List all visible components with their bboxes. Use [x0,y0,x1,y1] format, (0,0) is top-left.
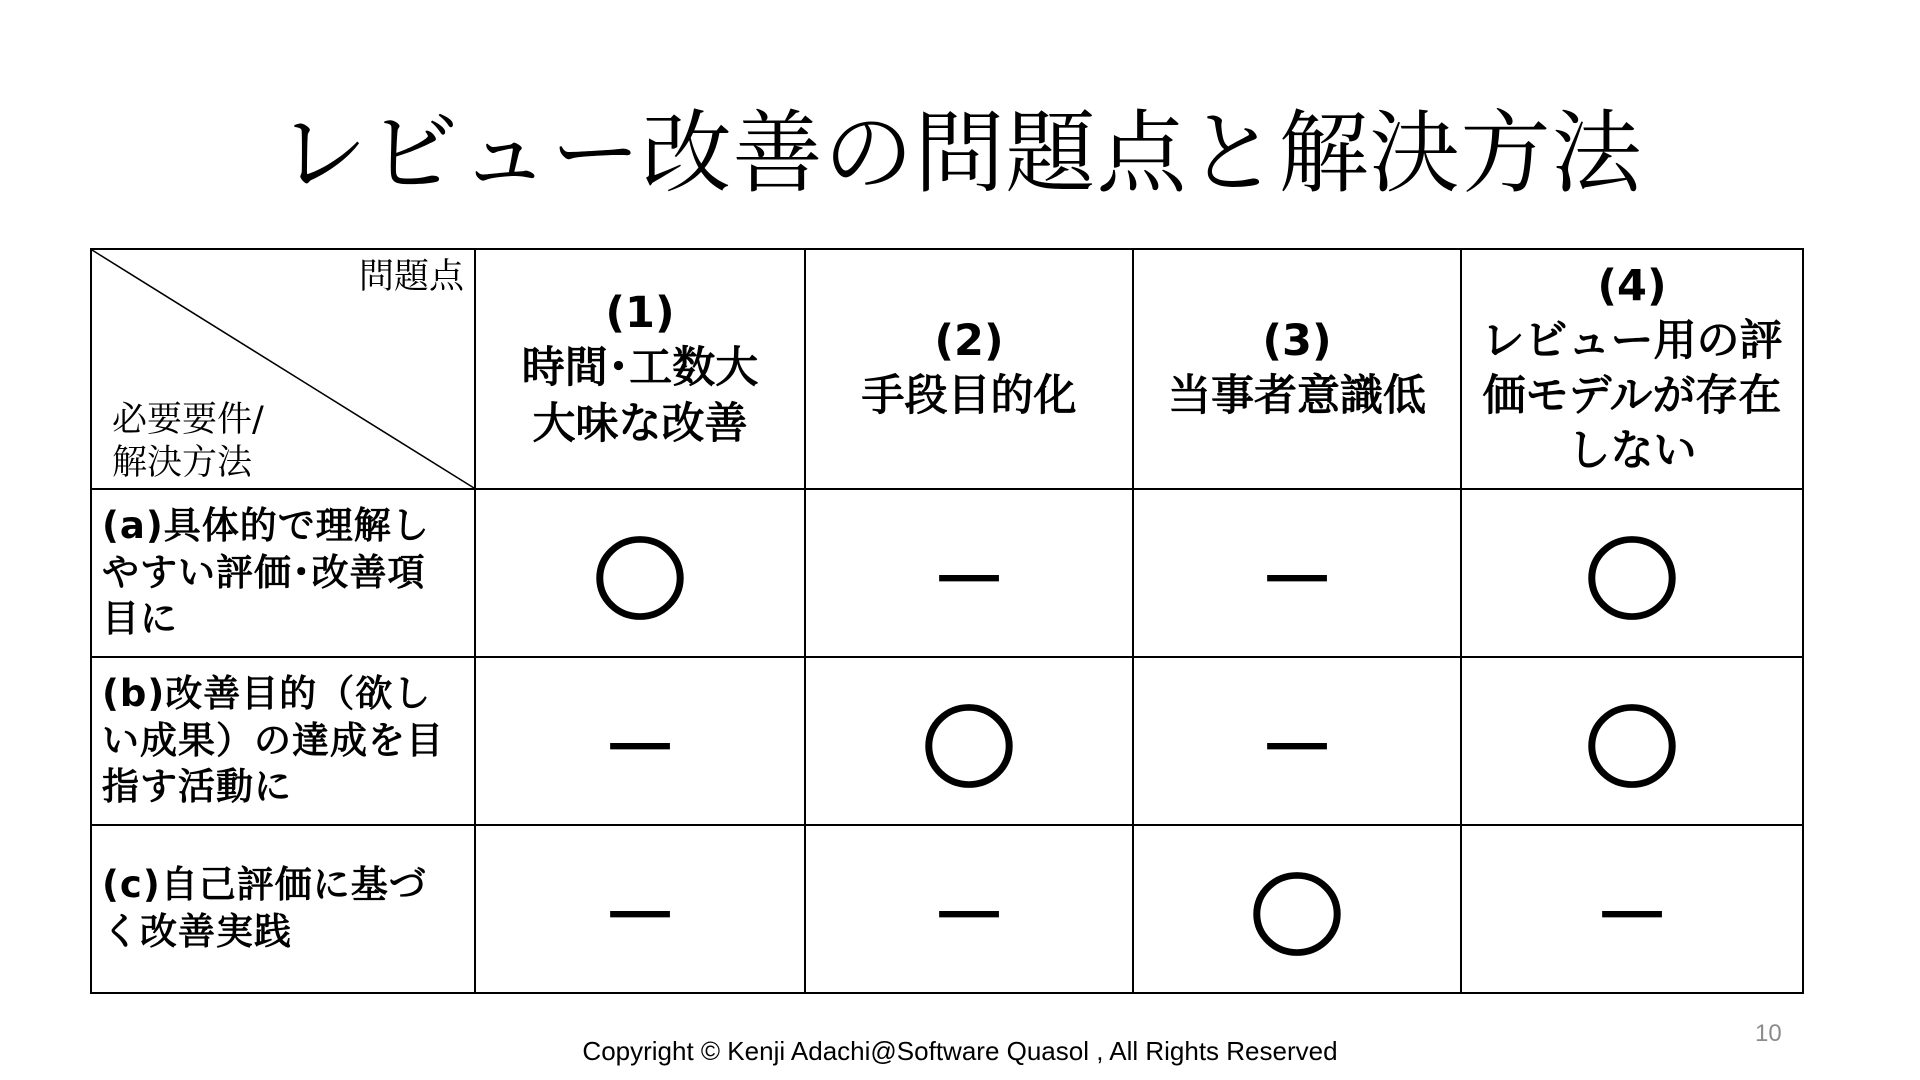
cell-b-3 [1133,657,1461,825]
column-header-3: (3) 当事者意識低 [1133,249,1461,489]
cell-a-2 [805,489,1133,657]
cell-a-3 [1133,489,1461,657]
table-row [91,489,1803,657]
dash-mark: － [602,866,678,965]
dash-mark: － [602,698,678,797]
dash-mark: － [1594,866,1670,965]
cell-b-2 [805,657,1133,825]
cell-a-4 [1461,489,1803,657]
problem-header-label: 問題点 [358,257,464,297]
dash-mark: － [1259,530,1335,629]
circle-mark: 〇 [1584,697,1680,802]
cell-b-1 [475,657,805,825]
table-row [91,657,1803,825]
cell-b-4 [1461,657,1803,825]
cell-c-4 [1461,825,1803,993]
requirement-header-label: 必要要件/ 解決方法 [112,399,264,484]
cell-c-3 [1133,825,1461,993]
circle-mark: 〇 [1249,865,1345,970]
copyright-footer: Copyright © Kenji Adachi@Software Quasol , All Rights Reserved [582,1036,1338,1066]
dash-mark: － [931,530,1007,629]
problem-solution-matrix [90,248,1804,994]
dash-mark: － [1259,698,1335,797]
row-header-b: (b)改善目的（欲し い成果）の達成を目 指す活動に [91,657,475,825]
row-header-c: (c)自己評価に基づ く改善実践 [91,825,475,993]
cell-c-2 [805,825,1133,993]
cell-c-1 [475,825,805,993]
slide-title: レビュー改善の問題点と解決方法 [277,101,1643,206]
page-number: 10 [1755,1020,1782,1047]
dash-mark: － [931,866,1007,965]
column-header-2: (2) 手段目的化 [805,249,1133,489]
circle-mark: 〇 [1584,529,1680,634]
cell-a-1 [475,489,805,657]
column-header-1: (1) 時間･工数大 大味な改善 [475,249,805,489]
row-header-a: (a)具体的で理解し やすい評価･改善項 目に [91,489,475,657]
circle-mark: 〇 [592,529,688,634]
circle-mark: 〇 [921,697,1017,802]
column-header-4: (4) レビュー用の評 価モデルが存在 しない [1461,249,1803,489]
header-corner-cell [91,249,475,489]
table-row [91,825,1803,993]
